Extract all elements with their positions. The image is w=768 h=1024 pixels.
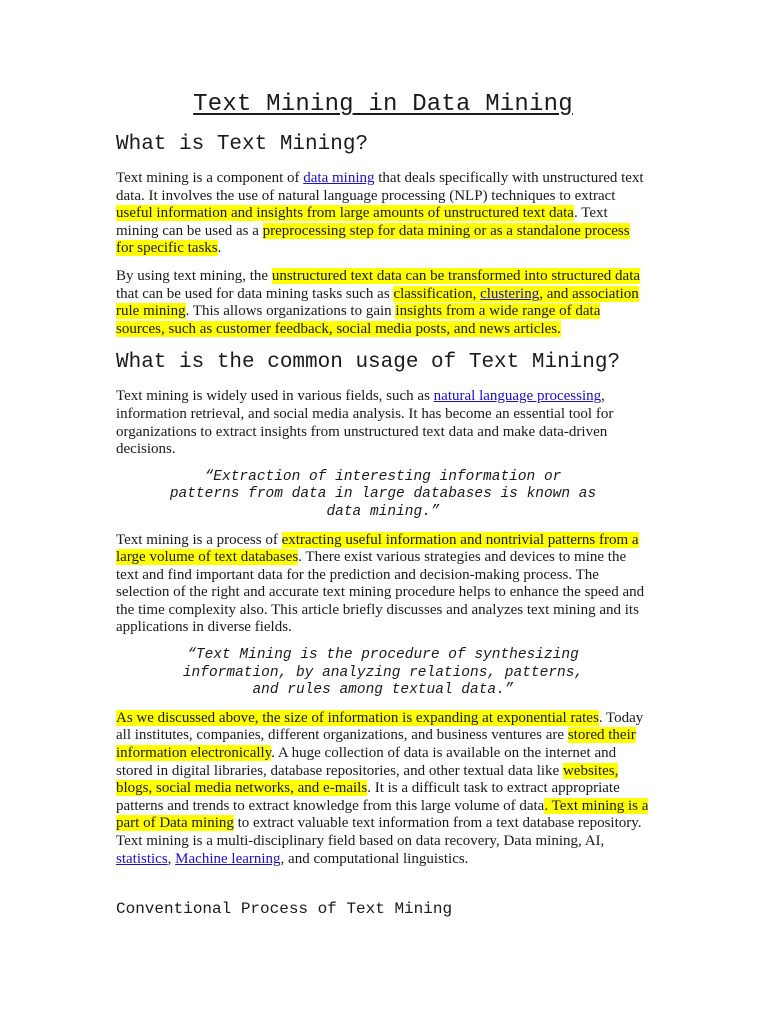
highlighted-text: , and association rule mining [116, 285, 639, 320]
text-run: . There exist various strategies and devices to mine the text and find important data for the prediction and decision-making process. The selection of the right and accurate text mining procedure helps to enhance the speed and the time complexity also. This article briefly discusses and analyzes text mining and its applications in diverse fields. [116, 549, 645, 636]
text-run: . [217, 240, 222, 257]
paragraph [116, 710, 650, 868]
highlighted-text: unstructured text data can be transformed into structured data [271, 267, 641, 284]
quote: “Text Mining is the procedure of synthesizing information, by analyzing relations, patterns, and rules among textual data.” [182, 647, 584, 699]
text-run: Text mining is widely used in various fields, such as [116, 388, 434, 405]
text-run: . Today all institutes, companies, different organizations, and business ventures are [116, 709, 644, 744]
highlighted-text: extracting useful information and nontrivial patterns from a large volume of text databases [116, 531, 639, 566]
text-run: . It is a difficult task to extract appropriate patterns and trends to extract knowledge from this large volume of data [116, 780, 620, 814]
section-heading-common-usage: What is the common usage of Text Mining? [116, 351, 621, 375]
paragraph [116, 268, 650, 338]
highlighted-text: . Text mining is a part of Data mining [116, 797, 649, 832]
inline-link[interactable]: clustering [480, 285, 540, 302]
text-run: Text mining is a component of [116, 170, 304, 186]
inline-link[interactable]: Machine learning [175, 850, 281, 867]
inline-link[interactable]: natural language processing [433, 388, 602, 405]
highlighted-text: As we discussed above, the size of information is expanding at exponential rates [116, 709, 599, 726]
text-run: , and computational linguistics. [280, 850, 469, 867]
quote: “Extraction of interesting information or patterns from data in large databases is known as data mining.” [169, 468, 597, 520]
paragraph [116, 532, 650, 638]
text-run: , [167, 850, 176, 867]
text-run: that deals specifically with unstructured text data. It involves the use of natural language processing (NLP) techniques to extract [116, 170, 644, 204]
inline-link[interactable]: data mining [303, 170, 375, 186]
highlighted-text: preprocessing step for data mining or as a standalone process for specific tasks [116, 222, 630, 257]
page-title: Text Mining in Data Mining [193, 91, 573, 118]
text-run: By using text mining, the [116, 267, 272, 284]
text-run: . This allows organizations to gain [185, 303, 396, 320]
highlighted-text: insights from a wide range of data sources, such as customer feedback, social media posts, and news articles. [116, 303, 601, 337]
highlighted-text: classification, [393, 285, 481, 302]
text-run: . Text mining can be used as a [116, 205, 608, 239]
text-run: , information retrieval, and social media analysis. It has become an essential tool for organizations to extract insights from unstructured text data and make data-driven decisions. [116, 388, 614, 458]
text-run: Text mining is a process of [116, 531, 282, 548]
paragraph [116, 170, 650, 258]
inline-link[interactable]: statistics [116, 850, 168, 867]
highlighted-text: useful information and insights from large amounts of unstructured text data [116, 205, 574, 222]
section-heading-conventional-process: Conventional Process of Text Mining [116, 900, 453, 919]
highlighted-text: stored their information electronically [116, 727, 636, 762]
text-run: . A huge collection of data is available on the internet and stored in digital libraries, database repositories, and other textual data like [116, 745, 617, 779]
highlighted-text: websites, blogs, social media networks, and e-mails [116, 762, 619, 797]
text-run: that can be used for data mining tasks such as [116, 285, 394, 302]
section-heading-what-is: What is Text Mining? [116, 133, 369, 156]
paragraph [116, 388, 650, 458]
text-run: to extract valuable text information from a text database repository. Text mining is a multi-disciplinary field based on data recovery, Data mining, AI, [116, 815, 642, 849]
